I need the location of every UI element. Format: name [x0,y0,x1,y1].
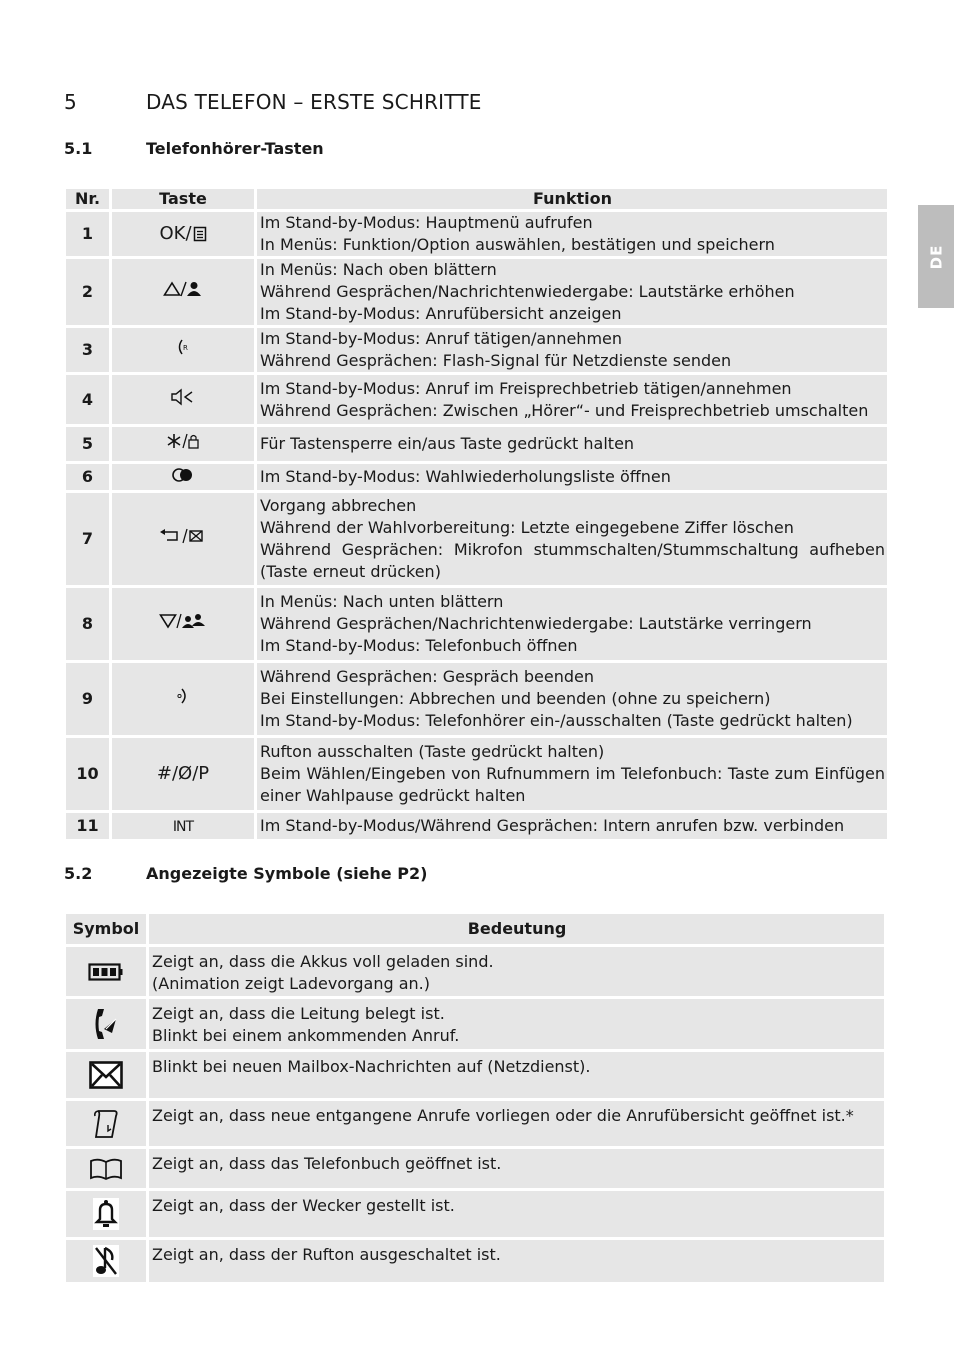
key-cell [112,588,254,660]
key-number: 11 [66,813,109,839]
symbols-table [63,911,887,1285]
key-function [257,212,887,256]
function-line: Im Stand-by-Modus: Hauptmenü aufrufen [260,213,593,232]
function-line: In Menüs: Funktion/Option auswählen, bestätigen und speichern [260,235,775,254]
key-number: 7 [66,493,109,585]
meaning-line: Zeigt an, dass die Leitung belegt ist. [152,1004,445,1023]
table-row [66,1240,884,1282]
key-function [257,328,887,372]
symbol-cell [66,1149,146,1188]
meaning-line: Zeigt an, dass das Telefonbuch geöffnet ist. [152,1154,502,1173]
key-function [257,738,887,810]
table-row [66,588,887,660]
symbol-cell [66,999,146,1049]
end-call-key-icon [176,687,190,705]
meaning-line: Zeigt an, dass die Akkus voll geladen sind. [152,952,494,971]
key-function [257,375,887,424]
table-row [66,663,887,735]
function-line: Vorgang abbrechen [260,496,417,515]
key-label: INT [172,818,194,835]
keys-table-header [66,189,887,209]
meaning-line: (Animation zeigt Ladevorgang an.) [152,974,430,993]
function-line: Im Stand-by-Modus: Anruf tätigen/annehmen [260,329,623,348]
key-function [257,493,887,585]
table-row [66,328,887,372]
table-row [66,259,887,325]
function-line: Im Stand-by-Modus: Telefonhörer ein-/ausschalten (Taste gedrückt halten) [260,711,853,730]
down-phonebook-key-icon [159,612,207,630]
symbol-meaning [149,1052,884,1098]
chapter-title: DAS TELEFON – ERSTE SCHRITTE [146,90,482,114]
redial-key-icon [171,468,195,482]
symbol-cell [66,1101,146,1146]
function-line: Während Gesprächen: Flash-Signal für Netzdienste senden [260,351,732,370]
function-line: Während der Wahlvorbereitung: Letzte eingegebene Ziffer löschen [260,518,794,537]
symbol-meaning [149,1191,884,1237]
header-meaning: Bedeutung [149,914,884,944]
function-line: Während Gesprächen: Zwischen „Hörer“- und Freisprechbetrieb umschalten [260,400,869,420]
key-cell [112,813,254,839]
speaker-key-icon [170,388,196,406]
function-line: Bei Einstellungen: Abbrechen und beenden (ohne zu speichern) [260,689,771,708]
function-line: Im Stand-by-Modus: Wahlwiederholungsliste öffnen [260,467,671,486]
key-function [257,427,887,461]
symbol-meaning [149,1101,884,1146]
table-row [66,813,887,839]
symbol-meaning [149,1240,884,1282]
chapter-number: 5 [64,90,77,114]
back-mute-key-icon [159,528,207,544]
key-cell [112,212,254,256]
header-nr: Nr. [66,189,109,209]
ok-menu-key-icon [159,223,206,245]
table-row [66,738,887,810]
key-function [257,663,887,735]
keys-table [63,186,890,842]
star-lock-key-icon [166,432,200,450]
symbols-table-header [66,914,884,944]
function-line: In Menüs: Nach unten blättern [260,592,504,611]
key-number: 10 [66,738,109,810]
key-cell [112,663,254,735]
key-cell [112,493,254,585]
function-line: Im Stand-by-Modus: Anruf im Freisprechbetrieb tätigen/annehmen [260,378,792,398]
symbol-meaning [149,947,884,996]
section-title: Angezeigte Symbole (siehe P2) [146,864,428,883]
meaning-line: Zeigt an, dass neue entgangene Anrufe vorliegen oder die Anrufübersicht geöffnet ist.* [152,1106,854,1125]
table-row [66,999,884,1049]
language-tab [918,205,954,308]
key-function [257,464,887,490]
function-line: Während Gesprächen/Nachrichtenwiedergabe: Lautstärke erhöhen [260,282,795,301]
key-cell [112,464,254,490]
key-cell [112,427,254,461]
key-number: 1 [66,212,109,256]
symbol-cell [66,1240,146,1282]
alarm-bell-icon [92,1204,120,1223]
function-line: In Menüs: Nach oben blättern [260,260,497,279]
header-symbol: Symbol [66,914,146,944]
key-number: 5 [66,427,109,461]
header-function: Funktion [257,189,887,209]
function-line: Rufton ausschalten (Taste gedrückt halten) [260,742,605,761]
hash-key-icon [157,763,209,785]
key-cell [112,328,254,372]
key-function [257,588,887,660]
meaning-line: Zeigt an, dass der Rufton ausgeschaltet ist. [152,1245,501,1264]
phonebook-icon [89,1158,123,1177]
key-number: 9 [66,663,109,735]
header-key: Taste [112,189,254,209]
table-row [66,375,887,424]
function-line: Während Gesprächen: Mikrofon stummschalten/Stummschaltung aufheben (Taste erneut drücken) [260,540,885,581]
section-number: 5.2 [64,864,93,883]
meaning-line: Zeigt an, dass der Wecker gestellt ist. [152,1196,455,1215]
table-row [66,1101,884,1146]
function-line: Während Gesprächen: Gespräch beenden [260,667,594,686]
meaning-line: Blinkt bei einem ankommenden Anruf. [152,1026,460,1045]
key-label: OK/ [159,223,192,244]
section-number: 5.1 [64,139,93,158]
function-line: Beim Wählen/Eingeben von Rufnummern im Telefonbuch: Taste zum Einfügen einer Wahlpause gedrückt halten [260,764,885,805]
language-tab-label: DE [926,244,945,269]
key-number: 2 [66,259,109,325]
key-function [257,813,887,839]
up-contact-key-icon [163,280,203,298]
call-r-key-icon [175,338,191,356]
function-line: Im Stand-by-Modus/Während Gesprächen: Intern anrufen bzw. verbinden [260,816,845,835]
key-number: 3 [66,328,109,372]
key-function [257,259,887,325]
table-row [66,212,887,256]
svg-text:R: R [183,344,188,352]
key-number: 8 [66,588,109,660]
line-busy-icon [92,1014,120,1033]
symbol-cell [66,947,146,996]
key-number: 6 [66,464,109,490]
battery-icon [88,962,124,981]
meaning-line: Blinkt bei neuen Mailbox-Nachrichten auf (Netzdienst). [152,1057,591,1076]
key-number: 4 [66,375,109,424]
table-row [66,947,884,996]
int-key-icon [173,816,193,838]
call-log-icon [92,1113,120,1132]
key-cell [112,375,254,424]
symbol-cell [66,1052,146,1098]
function-line: Für Tastensperre ein/aus Taste gedrückt halten [260,434,635,453]
function-line: Während Gesprächen/Nachrichtenwiedergabe: Lautstärke verringern [260,614,812,633]
function-line: Im Stand-by-Modus: Anrufübersicht anzeigen [260,304,622,323]
ringer-off-icon [92,1251,120,1270]
section-title: Telefonhörer-Tasten [146,139,324,158]
symbol-meaning [149,999,884,1049]
table-row [66,1191,884,1237]
table-row [66,493,887,585]
symbol-meaning [149,1149,884,1188]
symbol-cell [66,1191,146,1237]
mailbox-icon [89,1065,123,1084]
key-cell [112,738,254,810]
function-line: Im Stand-by-Modus: Telefonbuch öffnen [260,636,578,655]
table-row [66,1149,884,1188]
key-cell [112,259,254,325]
table-row [66,464,887,490]
table-row [66,1052,884,1098]
table-row [66,427,887,461]
key-label: #/Ø/P [156,763,210,784]
